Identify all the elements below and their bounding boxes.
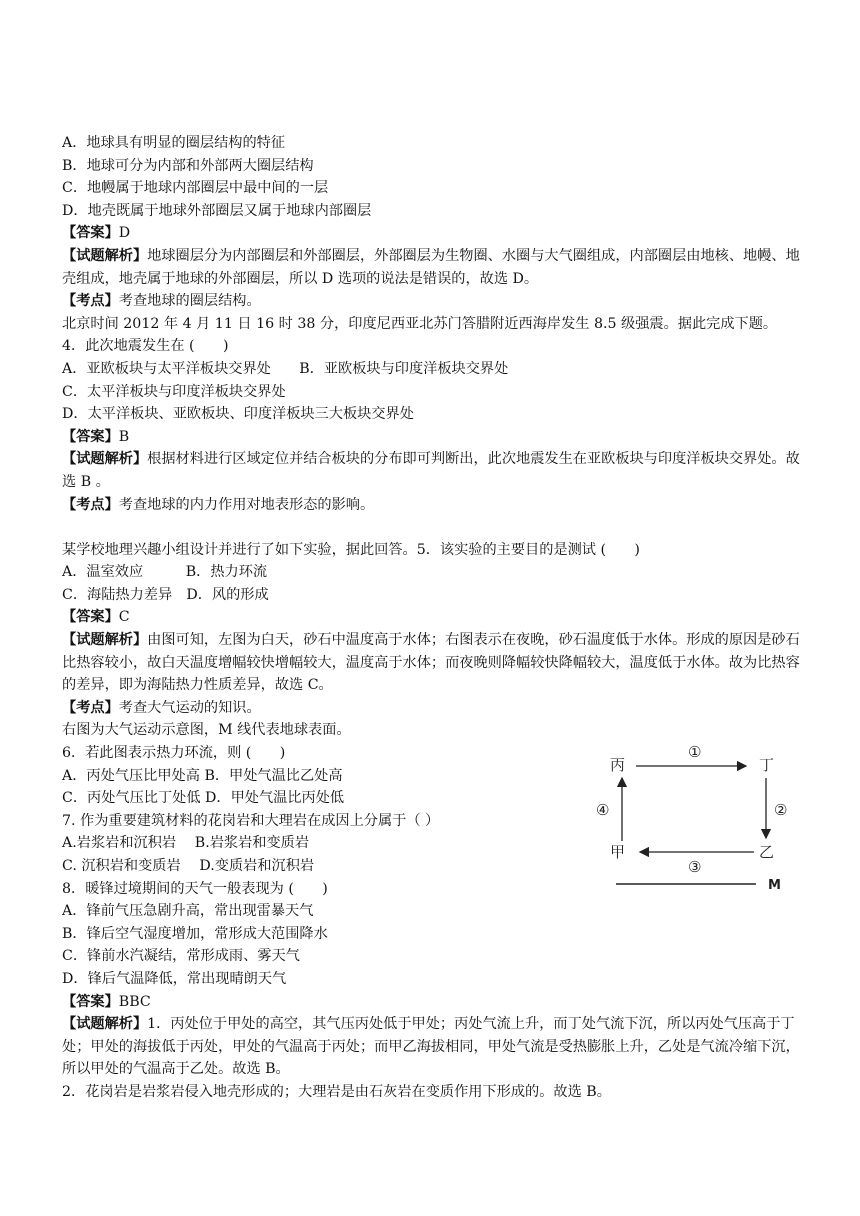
q3-option-a: A．地球具有明显的圈层结构的特征	[62, 135, 286, 151]
blank-line	[62, 516, 804, 539]
analysis-text: 由图可知，左图为白天，砂石中温度高于水体；右图表示在夜晚，砂石温度低于水体。形成的原因是砂石比热容较小，故白天温度增幅较快增幅较大，温度高于水体；而夜晚则降幅较快降幅较大，温度低于水体。故为比热容的差异，即为海陆热力性质差异，故选 C。	[62, 632, 800, 694]
q3-analysis	[62, 245, 804, 290]
q5-option-cd: C．海陆热力差异 D．风的形成	[62, 586, 269, 603]
q4-material: 北京时间 2012 年 4 月 11 日 16 时 38 分，印度尼西亚北苏门答腊附近西海岸发生 8.5 级强震。据此完成下题。	[62, 315, 778, 332]
analysis-text: 根据材料进行区域定位并结合板块的分布即可判断出，此次地震发生在亚欧板块与印度洋板块交界处。故选 B 。	[62, 451, 800, 490]
analysis-text: 1．丙处位于甲处的高空，其气压丙处低于甲处；丙处气流上升，而丁处气流下沉，所以丙处气压高于丁处；甲处的海拔低于丙处，甲处的气温高于丙处；而甲乙海拔相同，甲处气流是受热膨胀上升，乙处是气流冷缩下沉，所以甲处的气温高于乙处。故选 B。	[62, 1016, 800, 1078]
point-tag: 【考点】	[62, 293, 119, 310]
q5-stem: 某学校地理兴趣小组设计并进行了如下实验，据此回答。5．该实验的主要目的是测试 ( )	[62, 541, 640, 558]
arrow-1-label: ①	[688, 743, 702, 761]
q5-analysis	[62, 629, 804, 697]
label-jia: 甲	[610, 843, 626, 861]
q8-analysis	[62, 1013, 804, 1081]
point-tag: 【考点】	[62, 496, 119, 513]
arrow-3-label: ③	[688, 858, 702, 876]
label-m: M	[768, 878, 781, 893]
q7-option-cd: C. 沉积岩和变质岩 D.变质岩和沉积岩	[62, 858, 315, 874]
point-text: 考查地球的内力作用对地表形态的影响。	[118, 496, 375, 513]
q3-option-c: C．地幔属于地球内部圈层中最中间的一层	[62, 180, 329, 197]
label-yi: 乙	[759, 843, 775, 861]
q8-option-c: C．锋前水汽凝结，常形成雨、雾天气	[62, 948, 300, 965]
analysis-tag: 【试题解析】	[62, 1016, 148, 1033]
q8-option-d: D．锋后气温降低，常出现晴朗天气	[62, 970, 287, 987]
q3-option-b: B．地球可分为内部和外部两大圈层结构	[62, 157, 314, 174]
q7-stem: 7. 作为重要建筑材料的花岗岩和大理岩在成因上分属于（ ）	[62, 812, 440, 829]
point-text: 考查大气运动的知识。	[118, 699, 261, 716]
analysis-tag: 【试题解析】	[62, 632, 148, 649]
answer-text: D	[118, 225, 131, 242]
analysis-tag: 【试题解析】	[62, 451, 148, 468]
label-ding: 丁	[759, 756, 775, 774]
q8-option-b: B．锋后空气湿度增加，常形成大范围降水	[62, 925, 328, 942]
q7-option-ab: A.岩浆岩和沉积岩 B.岩浆岩和变质岩	[62, 835, 310, 852]
q6-stem: 6．若此图表示热力环流，则 ( )	[62, 745, 286, 762]
document-page	[62, 132, 804, 1104]
q3-option-d: D．地壳既属于地球外部圈层又属于地球内部圈层	[62, 202, 372, 219]
analysis-text: 地球圈层分为内部圈层和外部圈层，外部圈层为生物圈、水圈与大气圈组成，内部圈层由地核、地幔、地壳组成，地壳属于地球的外部圈层，所以 D 选项的说法是错误的，故选 D。	[62, 247, 800, 287]
q4-stem: 4．此次地震发生在 ( )	[62, 338, 229, 355]
q4-option-c: C．太平洋板块与印度洋板块交界处	[62, 383, 286, 400]
q4-option-d: D．太平洋板块、亚欧板块、印度洋板块三大板块交界处	[62, 406, 414, 423]
q8-option-a: A．锋前气压急剧升高，常出现雷暴天气	[62, 903, 314, 920]
answer-tag: 【答案】	[62, 993, 119, 1010]
q8-analysis-2: 2．花岗岩是岩浆岩侵入地壳形成的；大理岩是由石灰岩在变质作用下形成的。故选 B。	[62, 1083, 611, 1100]
q8-answer	[62, 991, 804, 1014]
q4-option-ab: A．亚欧板块与太平洋板块交界处 B．亚欧板块与印度洋板块交界处	[62, 360, 509, 377]
q8-stem: 8．暖锋过境期间的天气一般表现为 ( )	[62, 880, 328, 897]
atmosphere-circulation-diagram	[596, 738, 802, 898]
diagram-svg	[596, 738, 802, 898]
q5-answer	[62, 606, 804, 629]
answer-text: C	[118, 609, 130, 626]
point-text: 考查地球的圈层结构。	[118, 293, 261, 310]
q4-point	[62, 494, 804, 517]
answer-text: B	[118, 428, 130, 445]
answer-text: BBC	[118, 993, 151, 1010]
q3-point	[62, 290, 804, 313]
q4-analysis	[62, 448, 804, 493]
answer-tag: 【答案】	[62, 428, 119, 445]
q3-answer	[62, 222, 804, 245]
arrow-4-label: ④	[596, 801, 610, 819]
analysis-tag: 【试题解析】	[62, 247, 148, 264]
answer-tag: 【答案】	[62, 225, 119, 242]
q6-material: 右图为大气运动示意图，M 线代表地球表面。	[62, 722, 351, 739]
label-bing: 丙	[610, 756, 626, 774]
q6-option-ab: A．丙处气压比甲处高 B．甲处气温比乙处高	[62, 767, 343, 784]
q5-point	[62, 697, 804, 720]
q5-option-ab: A．温室效应 B．热力环流	[62, 564, 268, 581]
q4-answer	[62, 426, 804, 449]
arrow-2-label: ②	[774, 801, 788, 819]
q6-option-cd: C．丙处气压比丁处低 D．甲处气温比丙处低	[62, 790, 345, 807]
point-tag: 【考点】	[62, 699, 119, 716]
answer-tag: 【答案】	[62, 609, 119, 626]
